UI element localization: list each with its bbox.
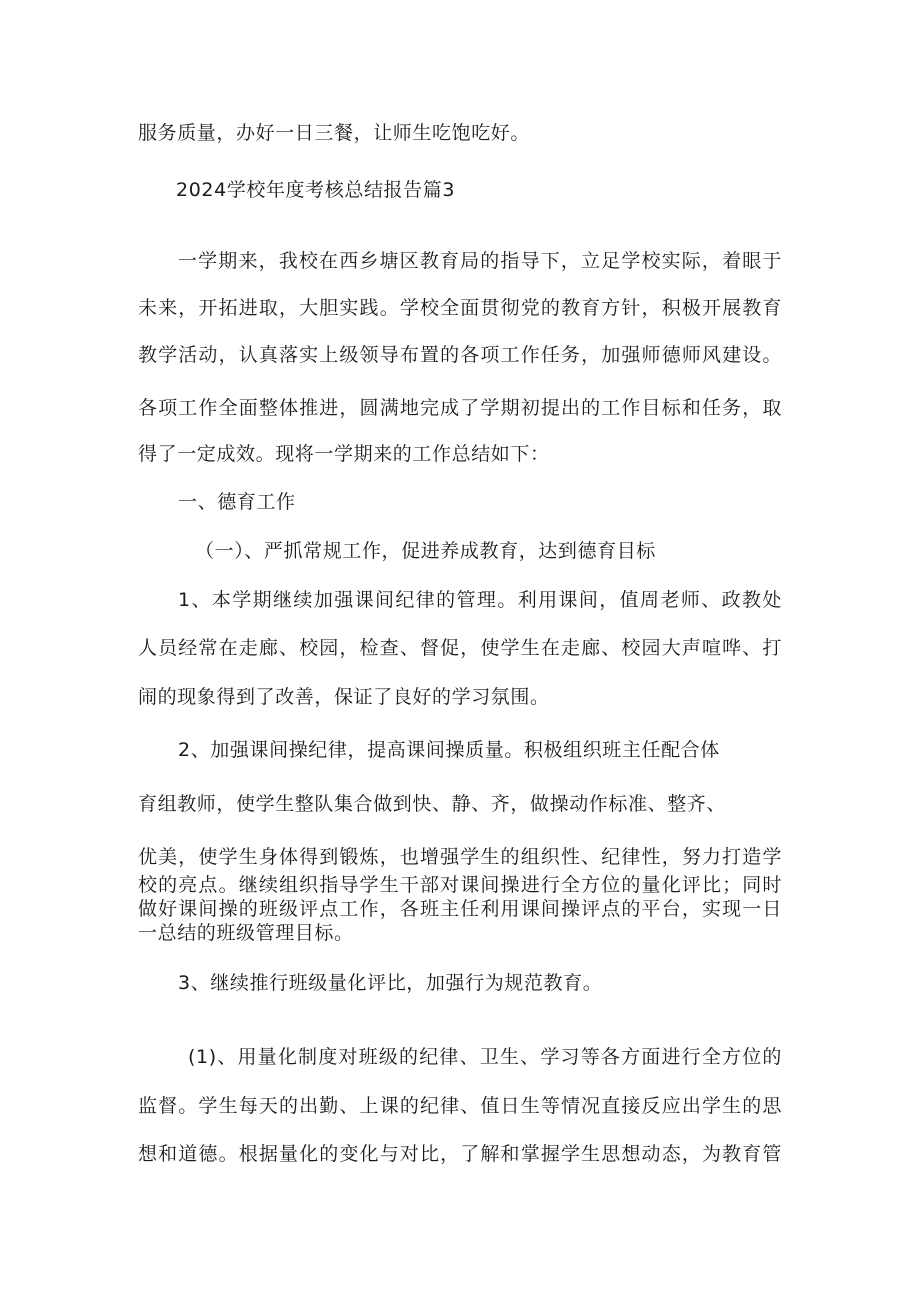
text-line: 1、本学期继续加强课间纪律的管理。利用课间，值周老师、政教处 (178, 589, 782, 611)
text-line: 3、继续推行班级量化评比，加强行为规范教育。 (178, 972, 603, 994)
text-line: 一总结的班级管理目标。 (138, 922, 354, 944)
text-line: 2、加强课间操纪律，提高课间操质量。积极组织班主任配合体 (178, 739, 720, 761)
heading-moral-education: 一、德育工作 (178, 491, 296, 513)
text-line: 监督。学生每天的出勤、上课的纪律、值日生等情况直接反应出学生的思 (138, 1095, 782, 1117)
section-heading: 2024学校年度考核总结报告篇3 (176, 179, 456, 201)
text-line: 校的亮点。继续组织指导学生干部对课间操进行全方位的量化评比；同时 (138, 874, 782, 896)
text-line: 未来，开拓进取，大胆实践。学校全面贯彻党的教育方针，积极开展教育 (138, 297, 782, 319)
text-line: 闹的现象得到了改善，保证了良好的学习氛围。 (138, 686, 550, 708)
subheading: （一）、严抓常规工作，促进养成教育，达到德育目标 (195, 540, 656, 562)
text-line: 得了一定成效。现将一学期来的工作总结如下： (138, 443, 550, 465)
text-line: 想和道德。根据量化的变化与对比，了解和掌握学生思想动态，为教育管 (138, 1143, 782, 1165)
text-line: 优美，使学生身体得到锻炼，也增强学生的组织性、纪律性，努力打造学 (138, 846, 782, 868)
text-line: 人员经常在走廊、校园，检查、督促，使学生在走廊、校园大声喧哗、打 (138, 637, 782, 659)
text-line: (1)、用量化制度对班级的纪律、卫生、学习等各方面进行全方位的 (188, 1046, 782, 1068)
text-line: 一学期来，我校在西乡塘区教育局的指导下，立足学校实际，着眼于 (178, 250, 782, 272)
text-line: 教学活动，认真落实上级领导布置的各项工作任务，加强师德师风建设。 (138, 344, 782, 366)
text-line: 服务质量，办好一日三餐，让师生吃饱吃好。 (138, 122, 531, 144)
text-line: 做好课间操的班级评点工作，各班主任利用课间操评点的平台，实现一日 (138, 898, 782, 920)
text-line: 育组教师，使学生整队集合做到快、静、齐，做操动作标准、整齐、 (138, 793, 727, 815)
text-line: 各项工作全面整体推进，圆满地完成了学期初提出的工作目标和任务，取 (138, 397, 782, 419)
